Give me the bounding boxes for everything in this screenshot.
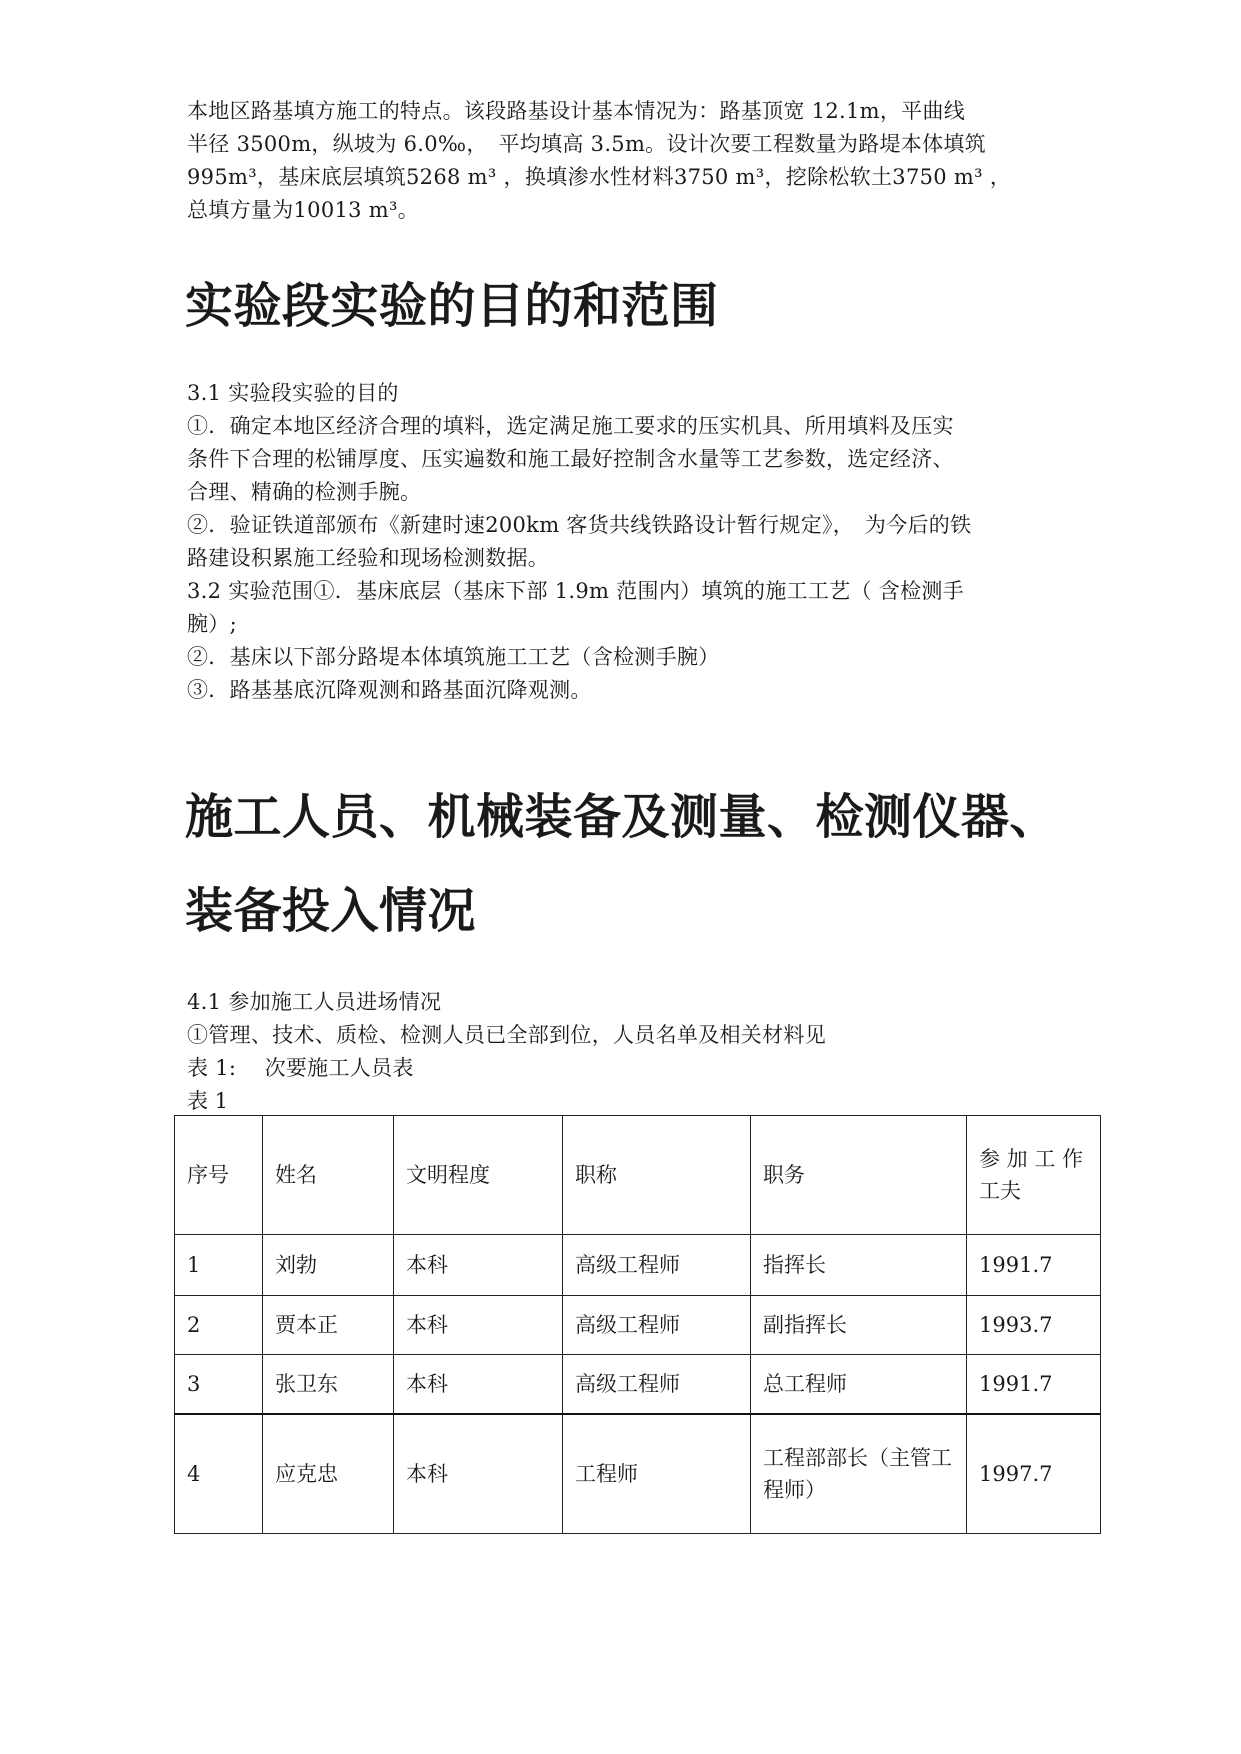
table-row xyxy=(175,1296,1101,1355)
table-cell: 工程师 xyxy=(563,1414,751,1534)
intro-paragraph xyxy=(187,95,1067,227)
section-4-heading-line-2: 装备投入情况 xyxy=(185,883,477,939)
section-3-line: 合理、精确的检测手腕。 xyxy=(187,480,422,504)
header-cell: 序号 xyxy=(175,1116,263,1235)
intro-line: 本地区路基填方施工的特点。该段路基设计基本情况为：路基顶宽 12.1m，平曲线 xyxy=(187,99,966,123)
table-header-row xyxy=(175,1116,1101,1235)
section-3-body xyxy=(187,377,1067,707)
header-cell: 参 加 工 作 工夫 xyxy=(967,1116,1101,1235)
section-3-line: 3.2 实验范围①．基床底层（基床下部 1.9m 范围内）填筑的施工工艺（ 含检测手 xyxy=(187,579,965,603)
header-cell: 姓名 xyxy=(263,1116,394,1235)
table-cell: 1991.7 xyxy=(967,1235,1101,1296)
section-3-line: 3.1 实验段实验的目的 xyxy=(187,381,399,405)
table-row xyxy=(175,1355,1101,1415)
section-3-line: 腕）; xyxy=(187,612,237,636)
header-cell: 文明程度 xyxy=(394,1116,563,1235)
table-cell: 本科 xyxy=(394,1235,563,1296)
section-3-line: ③．路基基底沉降观测和路基面沉降观测。 xyxy=(187,678,592,702)
header-cell: 职称 xyxy=(563,1116,751,1235)
table-cell: 本科 xyxy=(394,1355,563,1415)
table-cell: 高级工程师 xyxy=(563,1296,751,1355)
table-caption: 表 1 xyxy=(187,1089,229,1113)
table-cell: 1991.7 xyxy=(967,1355,1101,1415)
table-cell: 本科 xyxy=(394,1414,563,1534)
table-cell: 张卫东 xyxy=(263,1355,394,1415)
table-cell: 指挥长 xyxy=(751,1235,967,1296)
intro-line: 总填方量为10013 m³。 xyxy=(187,198,420,222)
table-row xyxy=(175,1414,1101,1534)
section-4-line: ①管理、技术、质检、检测人员已全部到位，人员名单及相关材料见 xyxy=(187,1023,826,1047)
table-cell: 高级工程师 xyxy=(563,1235,751,1296)
table-cell: 工程部部长（主管工程师） xyxy=(751,1414,967,1534)
table-cell: 1 xyxy=(175,1235,263,1296)
intro-line: 995m³，基床底层填筑5268 m³ ，换填渗水性材料3750 m³，挖除松软土3750 m³ ， xyxy=(187,165,1012,189)
section-3-line: ②．验证铁道部颁布《新建时速200km 客货共线铁路设计暂行规定》， 为今后的铁 xyxy=(187,513,972,537)
section-3-heading: 实验段实验的目的和范围 xyxy=(185,278,719,334)
table-cell: 高级工程师 xyxy=(563,1355,751,1415)
table-cell: 1997.7 xyxy=(967,1414,1101,1534)
table-cell: 应克忠 xyxy=(263,1414,394,1534)
section-4-line: 4.1 参加施工人员进场情况 xyxy=(187,990,442,1014)
header-cell: 职务 xyxy=(751,1116,967,1235)
intro-line: 半径 3500m，纵坡为 6.0‰， 平均填高 3.5m。设计次要工程数量为路堤本体填筑 xyxy=(187,132,986,156)
section-4-heading-line-1: 施工人员、机械装备及测量、检测仪器、 xyxy=(185,789,1059,845)
section-3-line: ①．确定本地区经济合理的填料，选定满足施工要求的压实机具、所用填料及压实 xyxy=(187,414,954,438)
section-4-body xyxy=(187,986,1067,1085)
table-row xyxy=(175,1235,1101,1296)
table-cell: 2 xyxy=(175,1296,263,1355)
section-3-line: ②．基床以下部分路堤本体填筑施工工艺（含检测手腕） xyxy=(187,645,720,669)
table-cell: 刘勃 xyxy=(263,1235,394,1296)
section-4-line: 表 1: 次要施工人员表 xyxy=(187,1056,414,1080)
table-cell: 本科 xyxy=(394,1296,563,1355)
table-cell: 4 xyxy=(175,1414,263,1534)
table-cell: 副指挥长 xyxy=(751,1296,967,1355)
section-3-line: 路建设积累施工经验和现场检测数据。 xyxy=(187,546,550,570)
table-cell: 贾本正 xyxy=(263,1296,394,1355)
table-cell: 总工程师 xyxy=(751,1355,967,1415)
table-cell: 3 xyxy=(175,1355,263,1415)
table-cell: 1993.7 xyxy=(967,1296,1101,1355)
staff-table xyxy=(174,1115,1101,1534)
section-3-line: 条件下合理的松铺厚度、压实遍数和施工最好控制含水量等工艺参数，选定经济、 xyxy=(187,447,954,471)
